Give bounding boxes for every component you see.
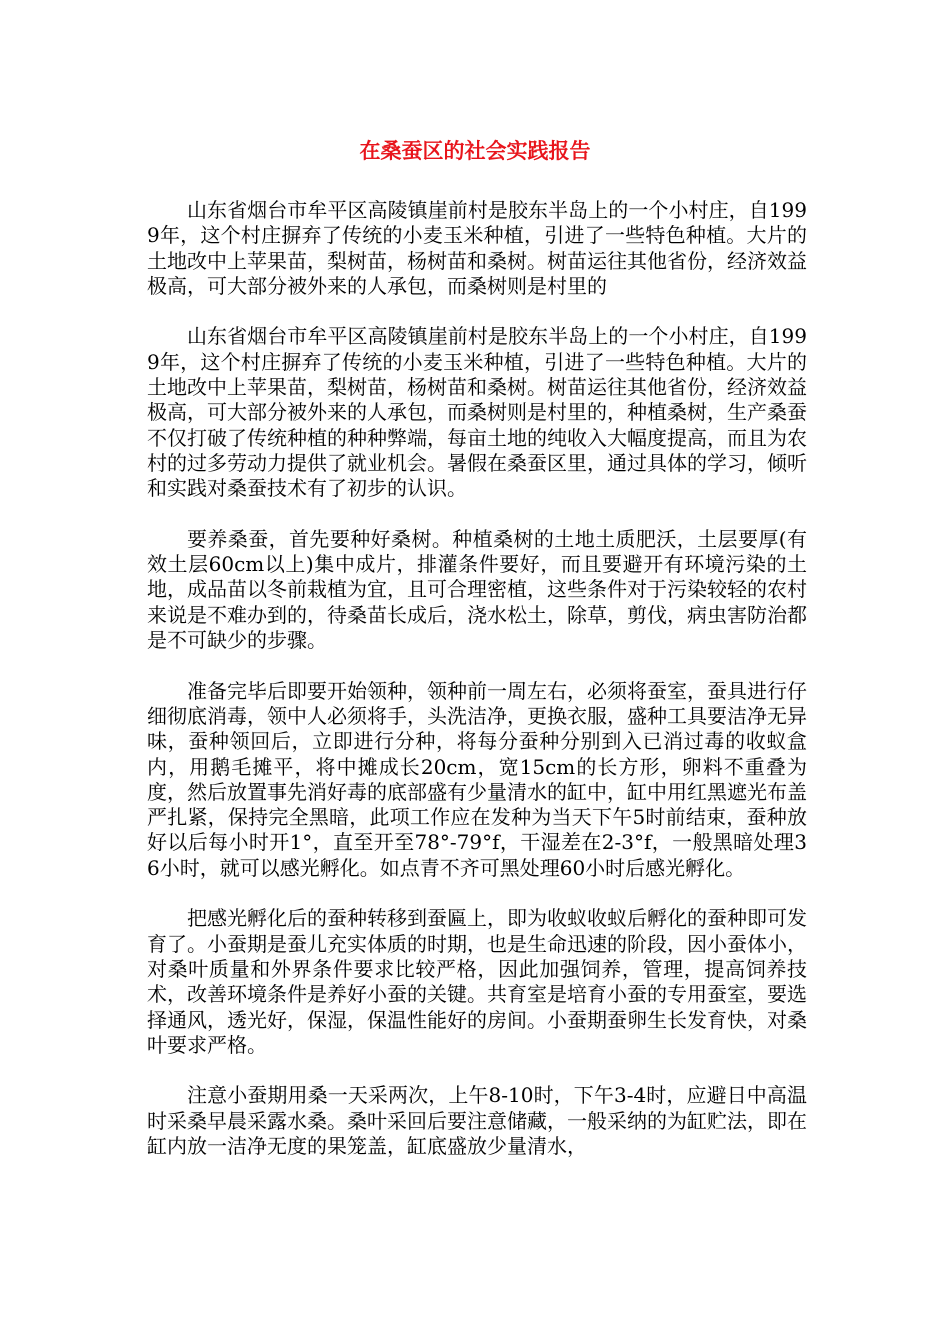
paragraph-4: 准备完毕后即要开始领种，领种前一周左右，必须将蚕室，蚕具进行仔细彻底消毒，领中人必须将手，头洗洁净，更换衣服，盛种工具要洁净无异味，蚕种领回后，立即进行分种，将每分蚕种分别到入已消过毒的收蚁盒内，用鹅毛摊平，将中摊成长20cm，宽15cm的长方形，卵料不重叠为度，然后放置事先消好毒的底部盛有少量清水的缸中，缸中用红黑遮光布盖严扎紧，保持完全黑暗，此项工作应在发种为当天下午5时前结束，蚕种放好以后每小时开1°，直至开至78°-79°f，干湿差在2-3°f，一般黑暗处理36小时，就可以感光孵化。如点青不齐可黑处理60小时后感光孵化。 [147,678,807,880]
document-title: 在桑蚕区的社会实践报告 [359,139,591,163]
document-body [147,198,807,1159]
paragraph-2: 山东省烟台市牟平区高陵镇崖前村是胶东半岛上的一个小村庄，自1999年，这个村庄摒弃了传统的小麦玉米种植，引进了一些特色种植。大片的土地改中上苹果苗，梨树苗，杨树苗和桑树。树苗运往其他省份，经济效益极高，可大部分被外来的人承包，而桑树则是村里的，种植桑树，生产桑蚕不仅打破了传统种植的种种弊端，每亩土地的纯收入大幅度提高，而且为农村的过多劳动力提供了就业机会。暑假在桑蚕区里，通过具体的学习，倾听和实践对桑蚕技术有了初步的认识。 [147,324,807,501]
paragraph-3: 要养桑蚕，首先要种好桑树。种植桑树的土地土质肥沃，土层要厚(有效土层60cm以上)集中成片，排灌条件要好，而且要避开有环境污染的土地，成品苗以冬前栽植为宜，且可合理密植，这些条件对于污染较轻的农村来说是不难办到的，待桑苗长成后，浇水松土，除草，剪伐，病虫害防治都是不可缺少的步骤。 [147,526,807,653]
paragraph-5: 把感光孵化后的蚕种转移到蚕匾上，即为收蚁收蚁后孵化的蚕种即可发育了。小蚕期是蚕儿充实体质的时期，也是生命迅速的阶段，因小蚕体小，对桑叶质量和外界条件要求比较严格，因此加强饲养，管理，提高饲养技术，改善环境条件是养好小蚕的关键。共育室是培育小蚕的专用蚕室，要选择通风，透光好，保湿，保温性能好的房间。小蚕期蚕卵生长发育快，对桑叶要求严格。 [147,906,807,1057]
paragraph-6: 注意小蚕期用桑一天采两次，上午8-10时，下午3-4时，应避日中高温时采桑早晨采露水桑。桑叶采回后要注意储藏，一般采纳的为缸贮法，即在缸内放一洁净无度的果笼盖，缸底盛放少量清水， [147,1083,807,1158]
paragraph-1: 山东省烟台市牟平区高陵镇崖前村是胶东半岛上的一个小村庄，自1999年，这个村庄摒弃了传统的小麦玉米种植，引进了一些特色种植。大片的土地改中上苹果苗，梨树苗，杨树苗和桑树。树苗运往其他省份，经济效益极高，可大部分被外来的人承包，而桑树则是村里的 [147,198,807,298]
